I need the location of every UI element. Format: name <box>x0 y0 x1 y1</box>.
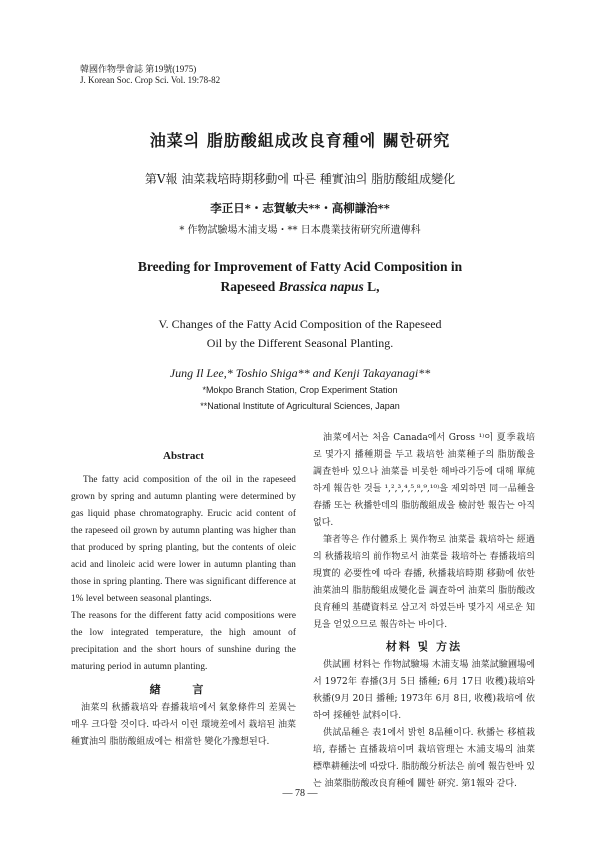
english-authors: Jung Il Lee,* Toshio Shiga** and Kenji Takayanagi** <box>169 366 431 380</box>
abstract-heading: Abstract <box>163 450 204 462</box>
introduction-heading: 緖 言 <box>149 683 218 697</box>
left-column <box>71 440 296 751</box>
english-affiliation-1: *Mokpo Branch Station, Crop Experiment Station <box>202 385 398 395</box>
right-column <box>313 430 535 793</box>
english-title-suffix: L, <box>363 279 380 294</box>
page-number: — 78 — <box>282 788 318 799</box>
english-title-species: Brassica napus <box>278 279 364 294</box>
introduction-section <box>71 681 296 751</box>
korean-affiliation: * 作物試驗場木浦支場・** 日本農業技術研究所遺傳科 <box>179 225 421 236</box>
journal-citation-korean: 韓國作物學會誌 第19號(1975) <box>80 64 197 74</box>
english-title-prefix: Rapeseed <box>220 279 279 294</box>
abstract-paragraph-2: The reasons for the different fatty acid compositions were the low integrated temperature, the high amount of precipitation and the short hours of sunshine during the maturing period in autumn planting. <box>71 610 296 672</box>
methods-paragraph-1: 供試圃 材料는 作物試驗場 木浦支場 油菜試驗圃場에서 1972年 春播(3月 5日 播種; 6月 17日 收穫)栽培와 秋播(9月 20日 播種; 1973年 6月 8日, 收穫)栽培에 依하여 採種한 試料이다. <box>313 660 535 722</box>
english-affiliation-2: **National Institute of Agricultural Sciences, Japan <box>200 401 400 411</box>
introduction-paragraph-2: 油菜에서는 처음 Canada에서 Gross ¹⁾이 夏季栽培로 몇가지 播種期를 두고 栽培한 油菜種子의 脂肪酸을 調査한바 있으나 油菜를 비롯한 해바라기등에 대해 單純하게 報告한 것들 ¹,²,³,⁴,⁵,⁸,⁹,¹⁰⁾을 제외하면 同一品種을 春播 또는 秋播한데의 脂肪酸組成을 檢討한 報告는 아직 없다. <box>313 433 535 528</box>
introduction-paragraph-3: 筆者等은 作付體系上 異作物로 油菜를 栽培하는 經過의 秋播栽培의 前作物로서 油菜를 栽培하는 春播栽培의 現實的 必要性에 따라 春播, 秋播栽培時期 移動에 依한 油菜油의 脂肪酸組成變化를 調査하여 油菜의 脂肪酸改良育種의 基礎資料로 삼고저 하였든바 몇가지 새로운 知見을 얻었으므로 報告하는 바이다. <box>313 535 535 630</box>
korean-subtitle: 第Ⅴ報 油菜栽培時期移動에 따른 種實油의 脂肪酸組成變化 <box>144 172 456 186</box>
english-title-line2 <box>0 279 600 295</box>
korean-title: 油菜의 脂肪酸組成改良育種에 關한研究 <box>149 131 451 150</box>
introduction-paragraph-1: 油菜의 秋播栽培와 春播栽培에서 氣象條件의 差異는 매우 크다할 것이다. 따라서 이런 環境差에서 栽培된 油菜種實油의 脂肪酸組成에는 相當한 變化가豫想된다. <box>71 703 296 748</box>
methods-heading: 材料 및 方法 <box>385 640 463 653</box>
korean-authors: 李正日*・志賀敏夫**・高柳謙治** <box>210 201 390 215</box>
abstract-paragraph-1: The fatty acid composition of the oil in the rapeseed grown by spring and autumn planting were determined by gas liquid phase chromatography. Erucic acid content of the rapeseed oil grown by autumn planting was higher than that produced by spring planting, but the contents of oleic acid and linoleic acid were lower in autumn planting than those in spring planting. There was significant difference at 1% level between seasonal plantings. <box>71 474 296 604</box>
journal-citation <box>80 64 220 86</box>
methods-paragraph-2: 供試品種은 表1에서 밝힌 8品種이다. 秋播는 移植栽培, 春播는 直播栽培이며 栽培管理는 木浦支場의 油菜標準耕種法에 따랐다. 脂肪酸分析法은 前에 報告한바 있는 油菜脂肪酸改良育種에 關한 研究. 第1報와 같다. <box>313 728 535 790</box>
english-subtitle-line1: V. Changes of the Fatty Acid Composition of the Rapeseed <box>158 317 442 331</box>
journal-citation-english: J. Korean Soc. Crop Sci. Vol. 19:78-82 <box>80 75 221 85</box>
abstract-section <box>71 448 296 675</box>
english-title-line1: Breeding for Improvement of Fatty Acid Composition in <box>137 259 463 274</box>
english-subtitle-line2: Oil by the Different Seasonal Planting. <box>206 336 394 350</box>
